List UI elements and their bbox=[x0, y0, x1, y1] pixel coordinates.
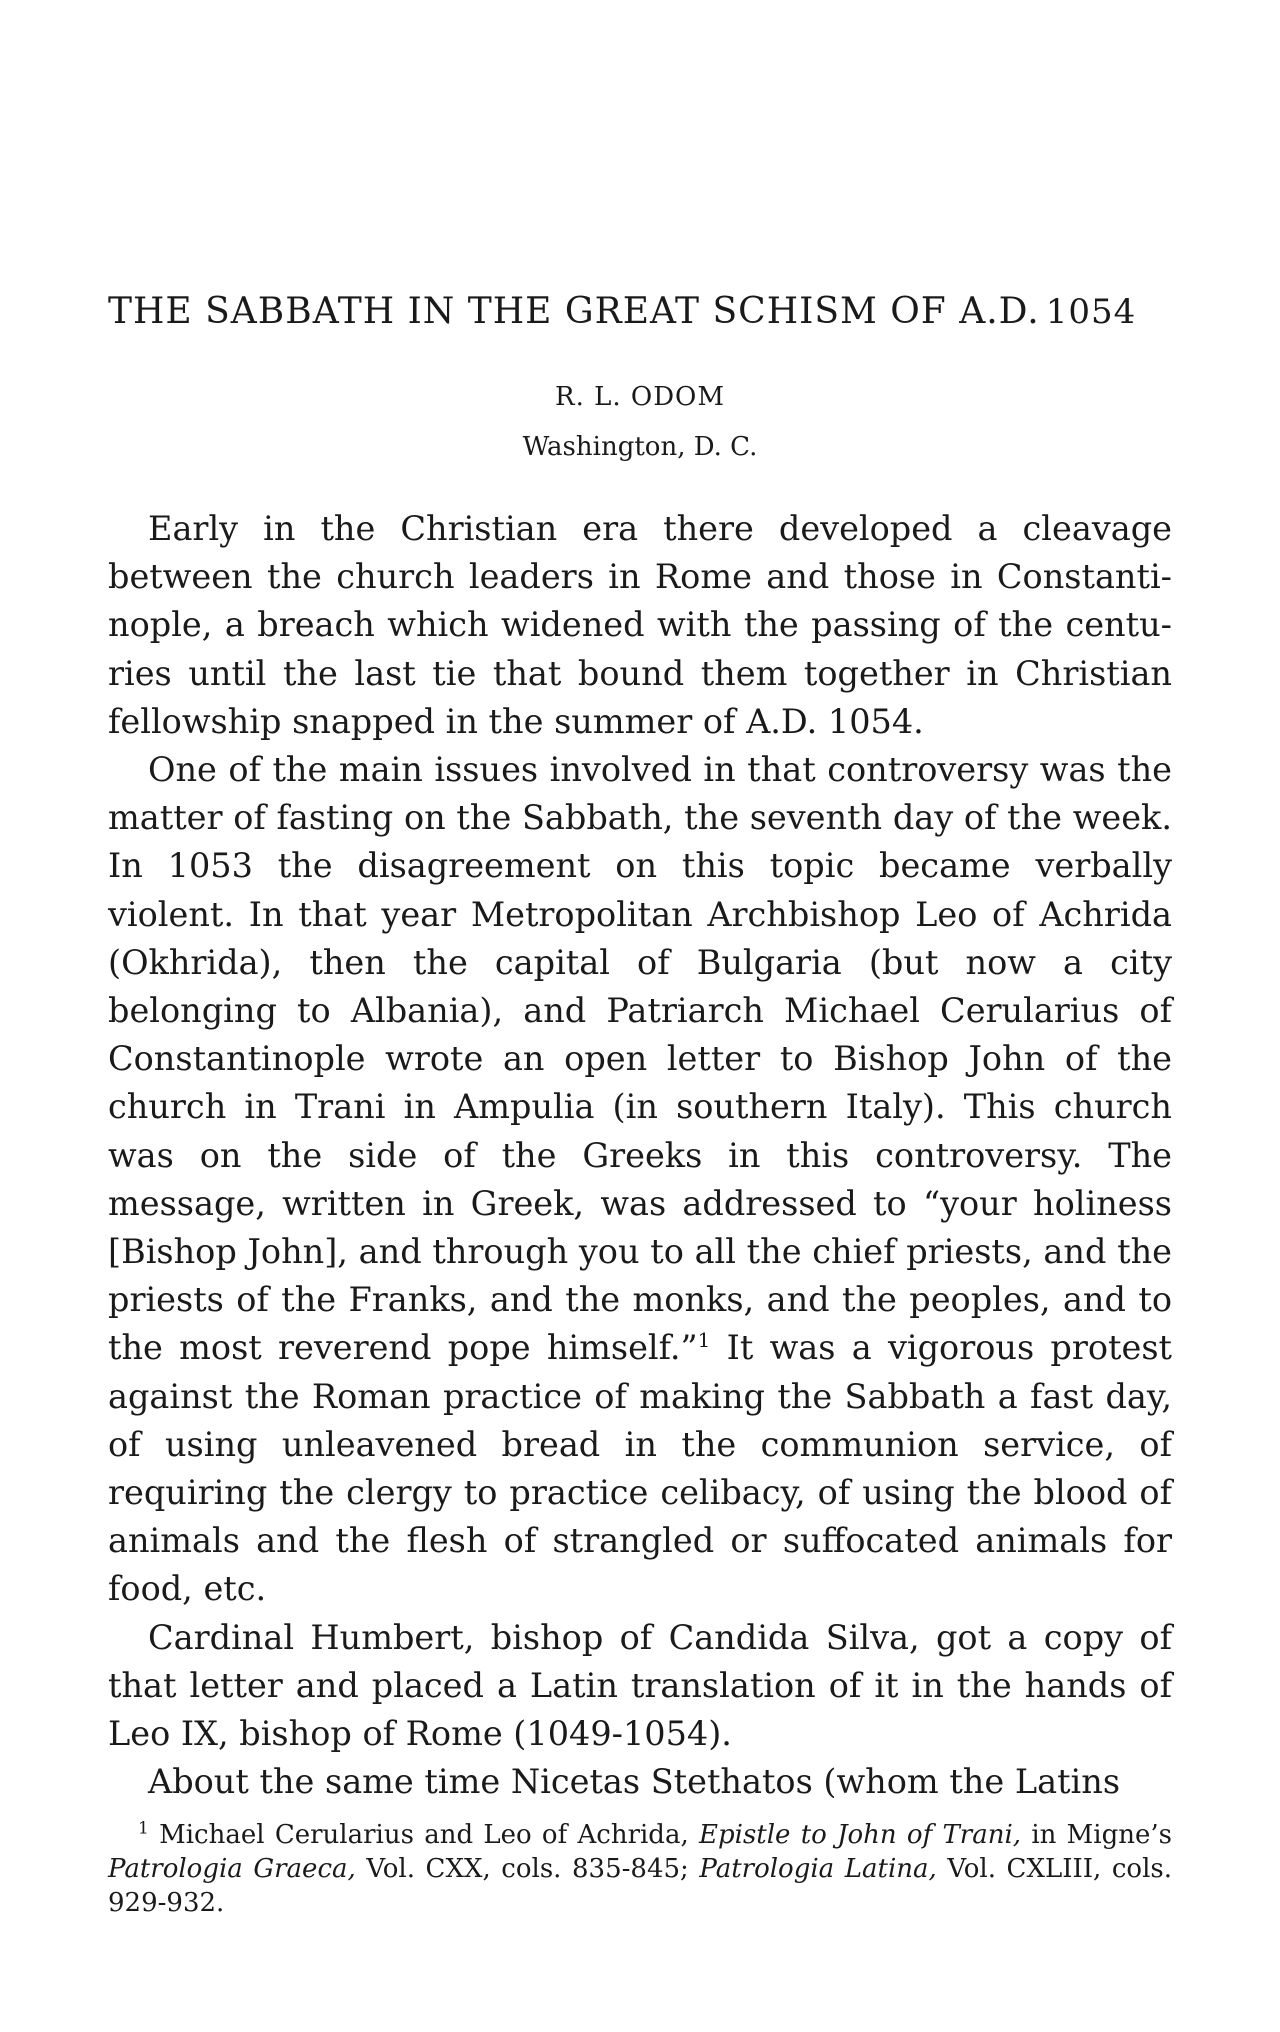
footnote-text-a: Michael Cerularius and Leo of Achrida, bbox=[148, 1820, 699, 1850]
footnote-italic-c: Patrologia Latina, bbox=[699, 1854, 937, 1884]
era-abbreviation: A.D. bbox=[746, 701, 818, 741]
footnote-text-c: Vol. CXX, cols. 835-845; bbox=[355, 1854, 700, 1884]
footnote-text-d: Vol. CXLIII, cols. 929-932. bbox=[108, 1854, 1172, 1918]
footnote bbox=[108, 1818, 1172, 1920]
paragraph-1 bbox=[108, 505, 1172, 746]
paragraph-2-text-b: It was a vigorous protest against the Roman practice of making the Sabbath a fast day, of using unleavened bread in the communion service, of requiring the clergy to practice celibacy, of using the blood of animals and the flesh of strangled or suffocated animals for food, etc. bbox=[108, 1328, 1172, 1609]
author-name: R. L. ODOM bbox=[555, 382, 725, 412]
footnote-italic-a: Epistle to John of Trani, bbox=[699, 1820, 1022, 1850]
footnote-text-b: in Migne’s bbox=[1021, 1820, 1172, 1850]
footnote-1 bbox=[108, 1818, 1172, 1920]
article-title-year: 1054 bbox=[1045, 292, 1137, 332]
article-title-text: THE SABBATH IN THE GREAT SCHISM OF A.D. bbox=[108, 291, 1040, 332]
footnote-italic-b: Patrologia Graeca, bbox=[108, 1854, 356, 1884]
footnote-reference[interactable]: 1 bbox=[697, 1328, 711, 1353]
article-title bbox=[108, 292, 1172, 332]
article-body bbox=[108, 505, 1172, 1806]
footnote-marker: 1 bbox=[138, 1818, 149, 1839]
paragraph-3: Cardinal Humbert, bishop of Candida Silva, got a copy of that letter and placed a Latin translation of it in the hands of Leo IX, bishop of Rome (1049-1054). bbox=[108, 1617, 1172, 1754]
paragraph-2-text-a: One of the main issues involved in that controversy was the matter of fasting on the Sabbath, the seventh day of the week. In 1053 the disagreement on this topic became verbally violent. In that year Metropolitan Archbishop Leo of Achrida (Okhrida), then the capital of Bulgaria (but now a city belonging to Albania), and Patriarch Michael Cerularius of Constantinople wrote an open letter to Bishop John of the church in Trani in Ampulia (in southern Italy). This church was on the side of the Greeks in this controversy. The message, written in Greek, was addressed to “your holiness [Bishop John], and through you to all the chief priests, and the priests of the Franks, and the monks, and the peoples, and to the most reverend pope himself.” bbox=[108, 750, 1172, 1368]
paragraph-1-year: 1054. bbox=[827, 701, 924, 741]
paragraph-2 bbox=[108, 746, 1172, 1614]
paragraph-1-text: Early in the Christian era there developed a cleavage between the church leaders in Rome and those in Constanti-nople, a breach which widened with the passing of the centu-ries until the last tie that bound them together in Christian fellowship snapped in the summer of bbox=[108, 509, 1172, 741]
author-affiliation: Washington, D. C. bbox=[522, 432, 758, 462]
paragraph-4: About the same time Nicetas Stethatos (whom the Latins bbox=[148, 1762, 1121, 1802]
